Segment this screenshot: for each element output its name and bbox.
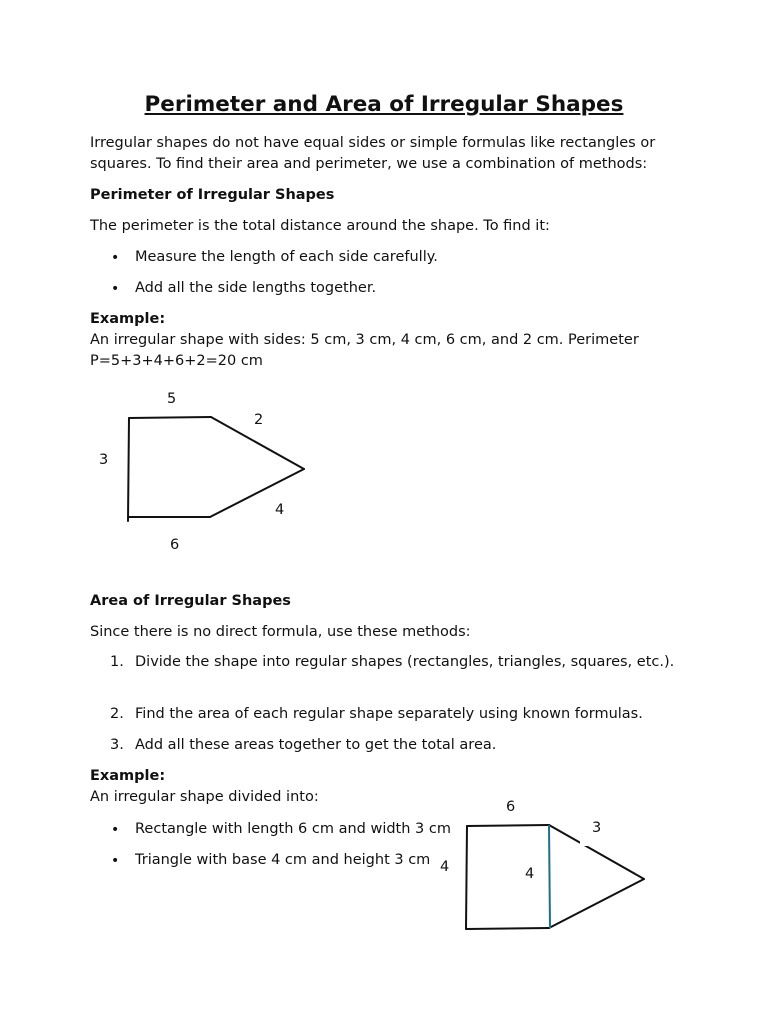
perimeter-lead: The perimeter is the total distance around the shape. To find it: bbox=[90, 218, 550, 234]
area-label-upper-right: 3 bbox=[592, 820, 602, 836]
page-title: Perimeter and Area of Irregular Shapes bbox=[144, 92, 624, 117]
area-lead: Since there is no direct formula, use these methods: bbox=[90, 624, 471, 640]
area-label-top: 6 bbox=[506, 799, 516, 815]
perimeter-label-upper-right: 2 bbox=[254, 412, 264, 428]
shared-divider-line bbox=[549, 825, 550, 928]
perimeter-label-top: 5 bbox=[167, 391, 177, 407]
perimeter-bullet-2: Add all the side lengths together. bbox=[135, 280, 377, 296]
area-bullet-1: Rectangle with length 6 cm and width 3 cm bbox=[135, 821, 451, 837]
intro-paragraph: Irregular shapes do not have equal sides or simple formulas like rectangles or squares. To find their area and perimeter, we use a combination of methods: bbox=[90, 135, 656, 172]
perimeter-heading: Perimeter of Irregular Shapes bbox=[90, 187, 335, 203]
area-step-3: Add all these areas together to get the total area. bbox=[135, 737, 497, 753]
area-step-2: Find the area of each regular shape separately using known formulas. bbox=[135, 706, 643, 722]
step-number: 2. bbox=[110, 706, 124, 722]
perimeter-example-text: An irregular shape with sides: 5 cm, 3 cm, 4 cm, 6 cm, and 2 cm. Perimeter P=5+3+4+6+2=20 cm bbox=[90, 332, 639, 369]
bullet-marker: • bbox=[111, 822, 120, 838]
step-number: 3. bbox=[110, 737, 124, 753]
area-bullet-2: Triangle with base 4 cm and height 3 cm bbox=[135, 852, 431, 868]
perimeter-example-heading: Example: bbox=[90, 311, 166, 327]
area-label-divider: 4 bbox=[525, 866, 535, 882]
step-number: 1. bbox=[110, 654, 124, 670]
bullet-marker: • bbox=[111, 250, 120, 266]
area-example-heading: Example: bbox=[90, 768, 166, 784]
perimeter-label-bottom: 6 bbox=[170, 537, 180, 553]
perimeter-bullet-1: Measure the length of each side carefully. bbox=[135, 249, 438, 265]
area-example-text: An irregular shape divided into: bbox=[90, 789, 319, 805]
bullet-marker: • bbox=[111, 853, 120, 869]
area-label-left: 4 bbox=[440, 859, 450, 875]
rectangle-top-side bbox=[467, 825, 549, 826]
perimeter-label-left: 3 bbox=[99, 452, 109, 468]
area-heading: Area of Irregular Shapes bbox=[90, 593, 291, 609]
perimeter-label-lower-right: 4 bbox=[275, 502, 285, 518]
bullet-marker: • bbox=[111, 281, 120, 297]
rectangle-bottom-side bbox=[466, 928, 549, 929]
area-step-1: Divide the shape into regular shapes (rectangles, triangles, squares, etc.). bbox=[135, 654, 675, 670]
triangle-lower-side bbox=[549, 879, 644, 928]
rectangle-left-side bbox=[466, 826, 467, 929]
